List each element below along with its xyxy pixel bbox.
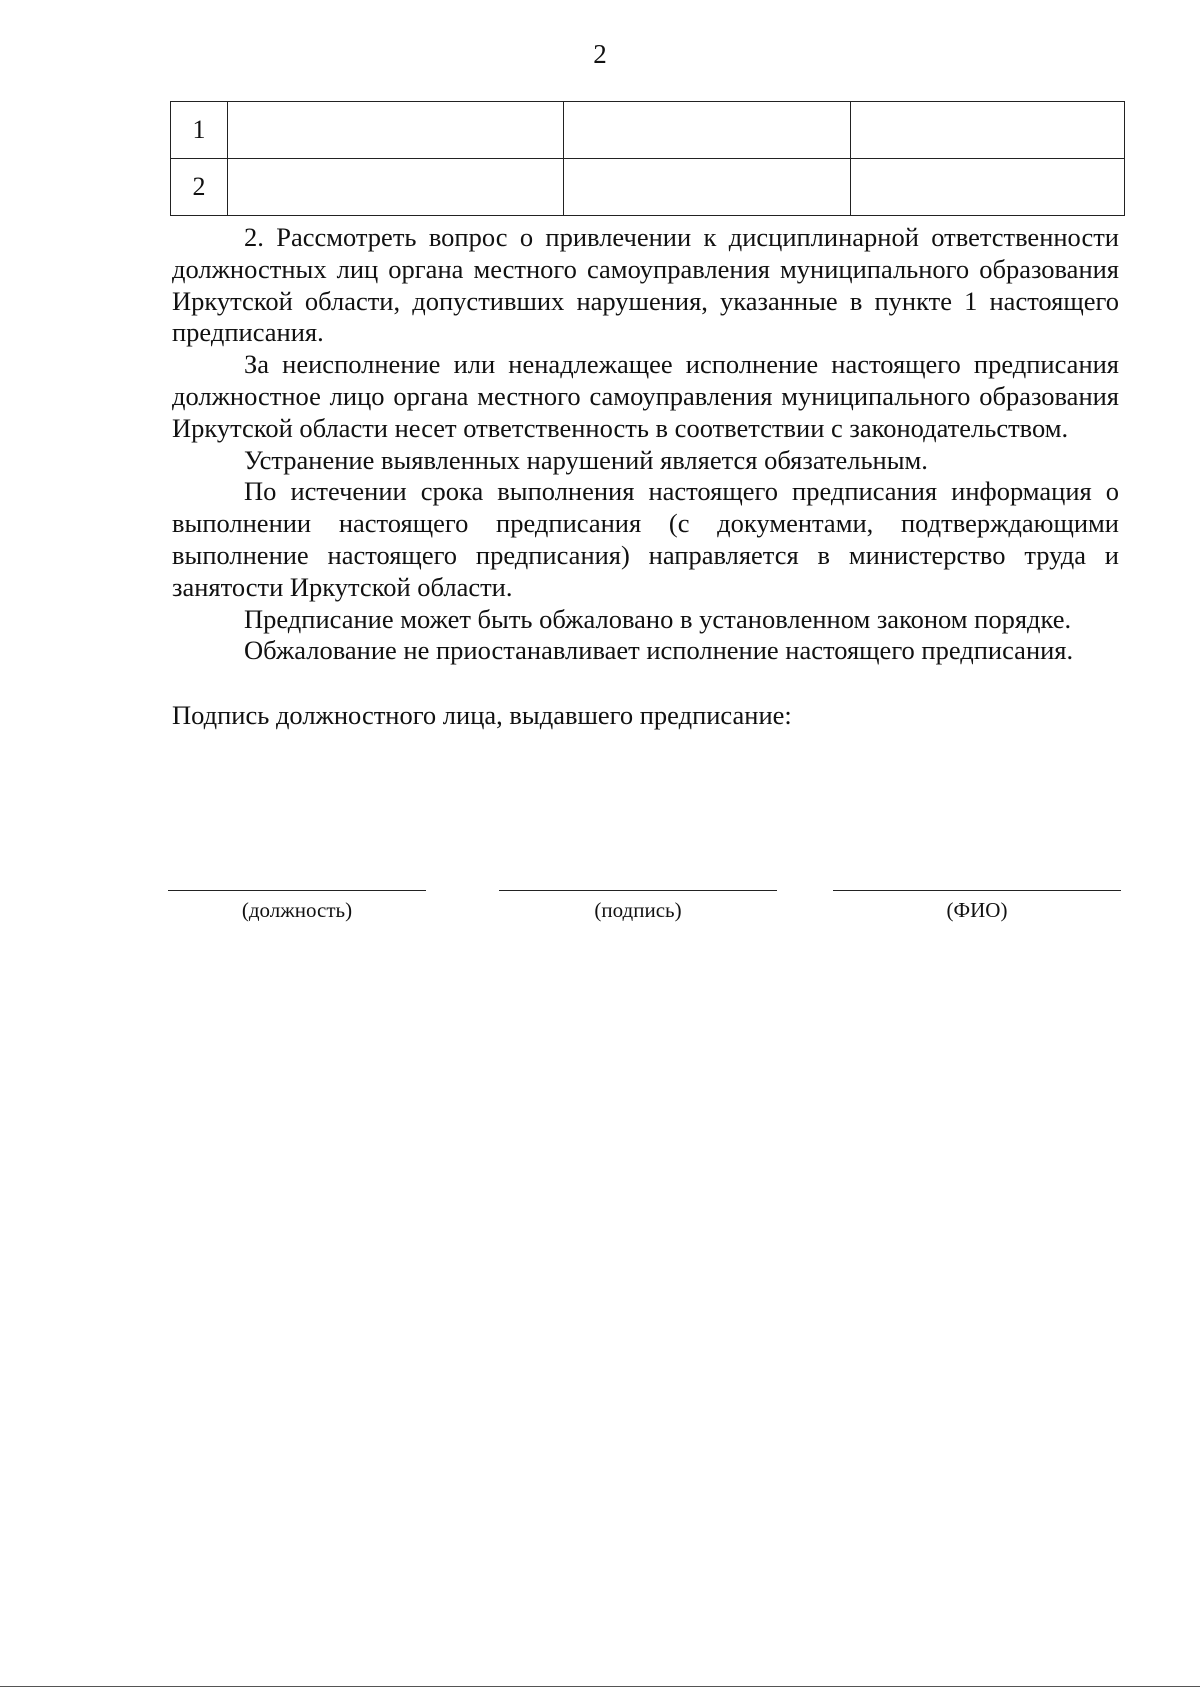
name-label: (ФИО) [946, 898, 1008, 922]
table-cell [564, 102, 851, 159]
paragraph-appeal-effect: Обжалование не приостанавливает исполнение настоящего предписания. [244, 635, 1074, 666]
row-number: 1 [171, 102, 228, 159]
paragraph-mandatory: Устранение выявленных нарушений является обязательным. [244, 444, 928, 475]
paragraph-liability: За неисполнение или ненадлежащее исполнение настоящего предписания должностное лицо органа местного самоуправления муниципального образования Иркутской области несет ответственность в соответствии с законодательством. [172, 349, 1119, 443]
name-signature-line [833, 890, 1121, 891]
table-cell [228, 102, 564, 159]
table-cell [228, 159, 564, 216]
table-cell [851, 102, 1125, 159]
scan-edge-line [0, 1686, 1200, 1687]
table-cell [564, 159, 851, 216]
violations-table [170, 101, 1125, 216]
table-cell [851, 159, 1125, 216]
position-signature-line [168, 890, 426, 891]
document-body [172, 222, 1119, 732]
signature-line [499, 890, 777, 891]
paragraph-reporting: По истечении срока выполнения настоящего предписания информация о выполнении настоящего предписания (с документами, подтверждающими выполнение настоящего предписания) направляется в министерство труда и занятости Иркутской области. [172, 476, 1119, 602]
signature-label: (подпись) [594, 898, 682, 922]
signature-caption: Подпись должностного лица, выдавшего предписание: [172, 700, 792, 731]
table-row [171, 102, 1125, 159]
row-number: 2 [171, 159, 228, 216]
page-number: 2 [593, 39, 607, 69]
paragraph-disciplinary: 2. Рассмотреть вопрос о привлечении к дисциплинарной ответственности должностных лиц органа местного самоуправления муниципального образования Иркутской области, допустивших нарушения, указанные в пункте 1 настоящего предписания. [172, 222, 1119, 348]
paragraph-appeal: Предписание может быть обжаловано в установленном законом порядке. [244, 603, 1072, 634]
table-row [171, 159, 1125, 216]
position-label: (должность) [241, 898, 353, 922]
